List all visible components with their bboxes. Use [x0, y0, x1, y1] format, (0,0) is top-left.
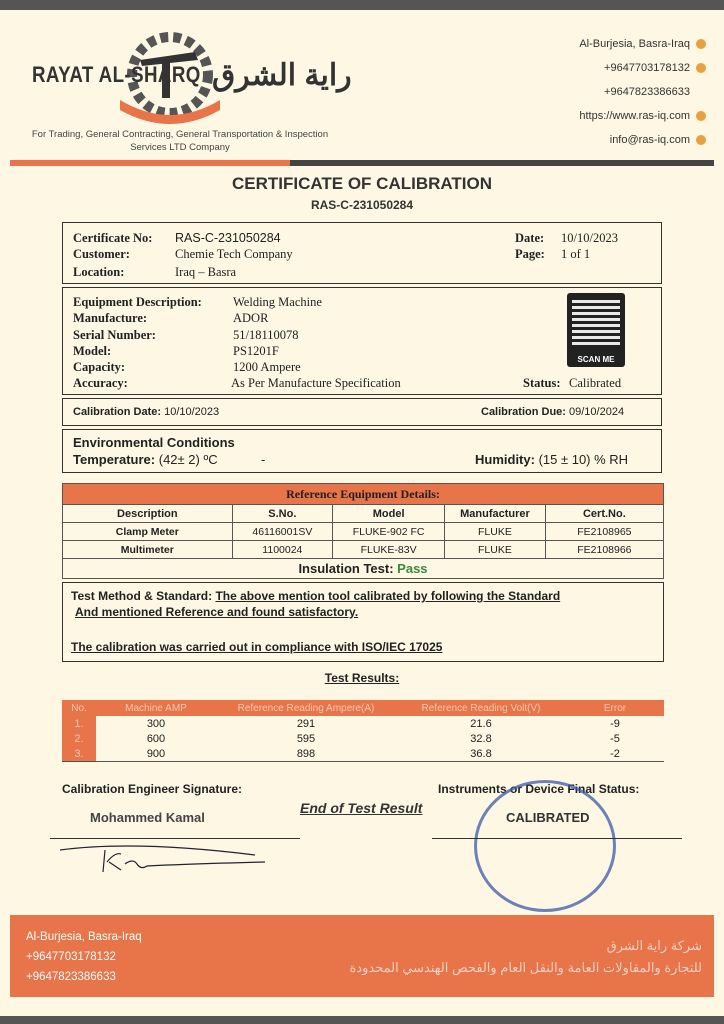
cert-no-value: RAS-C-231050284 [175, 231, 281, 245]
serial-label: Serial Number: [73, 328, 156, 342]
model-label: Model: [73, 344, 112, 358]
contact-email[interactable] [610, 134, 706, 146]
reference-heading: Reference Equipment Details: [62, 483, 664, 504]
cal-date-value: 10/10/2023 [164, 406, 220, 418]
header-line-dark [290, 160, 714, 166]
humidity-value: (15 ± 10) % RH [538, 452, 629, 467]
email-link[interactable]: info@ras-iq.com [609, 134, 690, 146]
footer-phone2: +9647823386633 [26, 971, 116, 983]
date-label: Date: [515, 231, 545, 245]
company-name-ar: راية الشرق [212, 59, 352, 92]
footer-ar-line2: للتجارة والمقاولات العامة والنقل العام والفحص الهندسي المحدودة [349, 960, 702, 975]
res-col-header: Reference Reading Volt(V) [396, 700, 566, 716]
res-col-header: Reference Reading Ampere(A) [216, 700, 396, 716]
table-cell: -2 [610, 747, 620, 760]
accuracy-label: Accuracy: [73, 376, 128, 390]
table-cell: Clamp Meter [63, 523, 233, 541]
table-cell: Multimeter [63, 541, 233, 559]
location-icon [696, 39, 706, 49]
ref-col-header: Manufacturer [445, 505, 546, 523]
table-cell: 898 [296, 747, 316, 760]
contact-phone2 [604, 86, 706, 98]
status-line [432, 838, 682, 839]
table-cell: 595 [296, 732, 316, 745]
equip-desc-value: Welding Machine [233, 295, 322, 309]
table-cell: 291 [296, 717, 316, 730]
address-text: Al-Burjesia, Basra-Iraq [579, 38, 690, 50]
certificate-info-box [62, 222, 662, 284]
final-status-label: Instruments or Device Final Status: [438, 782, 640, 796]
handwritten-signature [55, 840, 275, 880]
status-label: Status: [523, 376, 561, 390]
res-col-header: Machine AMP [96, 700, 216, 716]
env-dash: - [261, 452, 266, 467]
table-row [62, 746, 664, 762]
footer-contact [26, 927, 142, 987]
ref-col-header: Cert.No. [545, 505, 663, 523]
phone2-text: +9647823386633 [604, 86, 690, 98]
cal-due-label: Calibration Due: [481, 406, 566, 418]
top-bar [0, 0, 724, 10]
table-cell: 21.6 [470, 717, 492, 730]
humidity-label: Humidity: [475, 452, 535, 467]
engineer-name: Mohammed Kamal [90, 810, 205, 825]
final-status-value: CALIBRATED [506, 810, 590, 825]
res-col-header: Error [566, 700, 664, 716]
calibration-dates-box [62, 398, 662, 426]
table-cell: 46116001SV [232, 523, 332, 541]
page-value: 1 of 1 [561, 247, 591, 261]
table-cell: -9 [610, 717, 620, 730]
equip-desc-label: Equipment Description: [73, 295, 202, 309]
engineer-signature-label: Calibration Engineer Signature: [62, 782, 243, 796]
reference-table [62, 504, 664, 559]
compliance-text: The calibration was carried out in compliance with ISO/IEC 17025 [71, 640, 443, 654]
footer [10, 915, 714, 997]
location-label: Location: [73, 265, 125, 279]
table-cell: FLUKE [445, 541, 546, 559]
insulation-label: Insulation Test: [298, 561, 394, 576]
results-header-row [62, 700, 664, 716]
customer-label: Customer: [73, 247, 130, 261]
status-value: Calibrated [569, 376, 622, 390]
insulation-value: Pass [397, 561, 428, 576]
serial-value: 51/18110078 [233, 328, 299, 342]
table-cell: -5 [610, 732, 620, 745]
cal-date-label: Calibration Date: [73, 406, 162, 418]
temp-value: (42± 2) ºC [158, 452, 218, 467]
scan-me-label: SCAN ME [577, 355, 615, 364]
capacity-label: Capacity: [73, 360, 126, 374]
manufacture-label: Manufacture: [73, 311, 148, 325]
contact-address [579, 38, 706, 50]
table-cell: 2. [62, 731, 96, 746]
footer-ar-line1: شركة راية الشرق [606, 938, 702, 953]
model-value: PS1201F [233, 344, 279, 358]
reference-header-row [63, 505, 664, 523]
table-row [63, 523, 664, 541]
ref-col-header: Description [63, 505, 233, 523]
environment-box [62, 429, 662, 473]
capacity-value: 1200 Ampere [233, 360, 301, 374]
globe-icon [696, 111, 706, 121]
table-cell: FLUKE-83V [333, 541, 445, 559]
table-row [62, 731, 664, 746]
table-cell: 36.8 [470, 747, 492, 760]
end-of-test-result: End of Test Result [300, 800, 423, 816]
table-cell: 600 [146, 732, 166, 745]
results-table [62, 700, 664, 762]
table-row [62, 716, 664, 731]
table-cell: 32.8 [470, 732, 492, 745]
method-box [62, 582, 664, 662]
certificate-title: CERTIFICATE OF CALIBRATION [231, 174, 492, 193]
website-link[interactable]: https://www.ras-iq.com [579, 110, 690, 122]
contact-website[interactable] [579, 110, 706, 122]
bottom-bar [0, 1016, 724, 1024]
method-text1: The above mention tool calibrated by following the Standard [215, 589, 561, 603]
ref-col-header: S.No. [232, 505, 332, 523]
method-label: Test Method & Standard: [71, 589, 213, 603]
header-line-accent [10, 160, 290, 166]
footer-address: Al-Burjesia, Basra-Iraq [26, 931, 142, 943]
date-value: 10/10/2023 [561, 231, 618, 245]
page-label: Page: [515, 247, 545, 261]
company-tagline: For Trading, General Contracting, General Transportation & Inspection Services LTD Company [31, 129, 329, 153]
accuracy-value: As Per Manufacture Specification [231, 376, 401, 390]
footer-phone1: +9647703178132 [26, 951, 116, 963]
cert-no-label: Certificate No: [73, 231, 153, 245]
test-results-heading: Test Results: [324, 671, 400, 685]
footer-arabic [350, 935, 703, 979]
table-cell: FLUKE [445, 523, 546, 541]
temp-label: Temperature: [73, 452, 156, 467]
qr-code[interactable] [567, 293, 625, 367]
method-text2: And mentioned Reference and found satisfactory. [75, 605, 359, 619]
certificate-number-heading: RAS-C-231050284 [310, 198, 414, 212]
ref-col-header: Model [333, 505, 445, 523]
insulation-test [62, 559, 664, 579]
reference-section [62, 483, 664, 579]
table-cell: FLUKE-902 FC [333, 523, 445, 541]
cal-due-value: 09/10/2024 [569, 406, 625, 418]
table-cell: 1. [62, 716, 96, 731]
env-heading: Environmental Conditions [73, 435, 235, 450]
table-cell: 1100024 [232, 541, 332, 559]
mail-icon [696, 135, 706, 145]
table-cell: 300 [146, 717, 166, 730]
table-cell: 900 [146, 747, 166, 760]
table-cell: 3. [62, 746, 96, 762]
table-cell: FE2108965 [545, 523, 663, 541]
phone1-text: +9647703178132 [604, 62, 690, 74]
table-row [63, 541, 664, 559]
phone-icon [696, 63, 706, 73]
qr-pattern [572, 297, 620, 345]
customer-value: Chemie Tech Company [175, 247, 293, 261]
table-cell: FE2108966 [545, 541, 663, 559]
company-stamp [474, 780, 616, 912]
res-col-header: No. [62, 700, 96, 716]
company-name-en: RAYAT AL-SHARQ [32, 62, 201, 87]
signature-line [50, 838, 300, 839]
location-value: Iraq – Basra [175, 265, 237, 279]
contact-phone1 [604, 62, 706, 74]
manufacture-value: ADOR [233, 311, 269, 325]
